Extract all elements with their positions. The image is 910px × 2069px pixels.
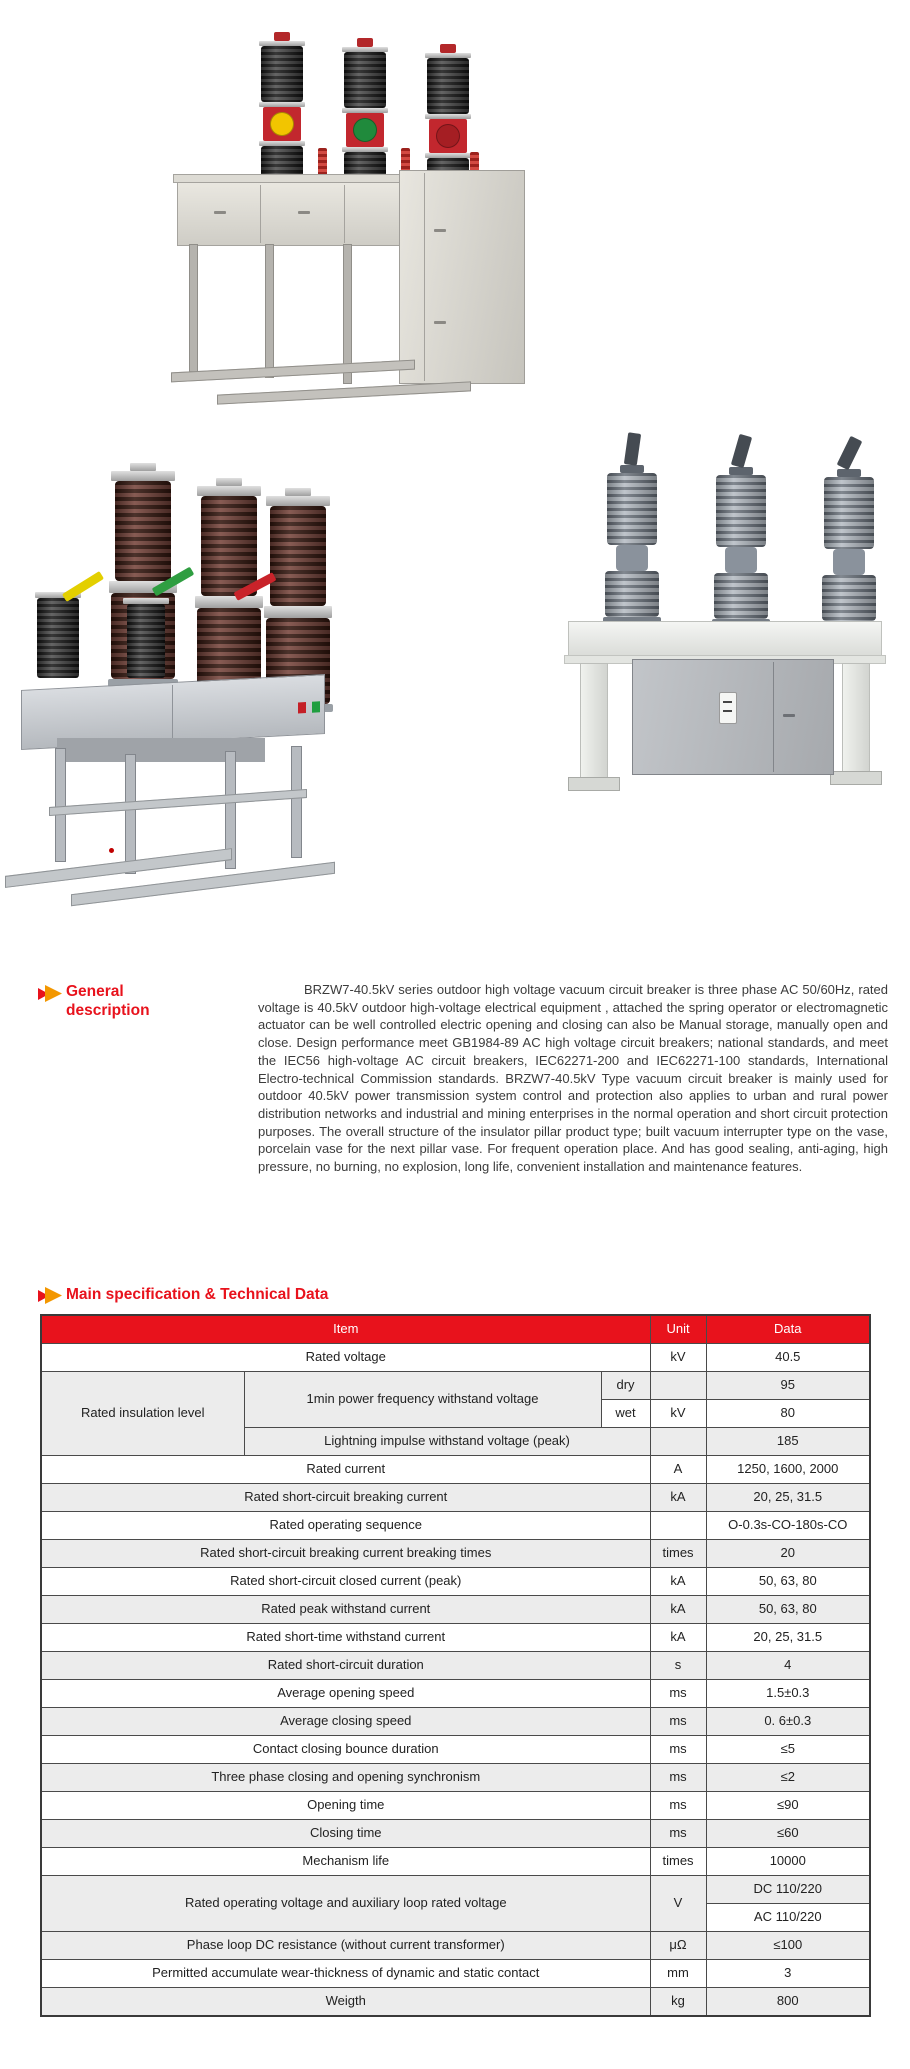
cell-item: Rated voltage: [41, 1344, 650, 1372]
control-cabinet-front: [177, 182, 427, 246]
cell-item: Rated short-circuit duration: [41, 1652, 650, 1680]
terminal-tab: [623, 432, 640, 465]
terminal-tab: [216, 478, 242, 486]
indicator-mark: [723, 701, 732, 703]
heading-line-2: description: [66, 1002, 150, 1019]
flange: [266, 496, 330, 506]
door-seam: [260, 185, 261, 243]
cell-unit: [650, 1512, 706, 1540]
flange: [195, 596, 263, 608]
terminal-tab: [730, 434, 751, 468]
insulator-pole: [820, 437, 878, 631]
door-handle: [783, 714, 795, 717]
cell-sub: dry: [601, 1372, 650, 1400]
table-row: [41, 1960, 870, 1988]
cell-item: Rated operating sequence: [41, 1512, 650, 1540]
fin-stack: [201, 496, 257, 596]
top-cap: [837, 469, 861, 477]
table-row: [41, 1764, 870, 1792]
table-row: [41, 1708, 870, 1736]
insulator-pole: [712, 435, 770, 629]
cell-value: ≤60: [706, 1820, 870, 1848]
cell-value: 50, 63, 80: [706, 1568, 870, 1596]
door-handle: [434, 321, 446, 324]
table-row: [41, 1484, 870, 1512]
red-marker-dot: [109, 848, 114, 853]
control-cabinet-side: [399, 170, 525, 384]
cell-unit: times: [650, 1848, 706, 1876]
cell-value: ≤5: [706, 1736, 870, 1764]
base-plate: [568, 777, 620, 791]
fin-stack: [37, 598, 79, 678]
fin-stack: [714, 573, 768, 619]
product-photo-right: [480, 425, 908, 825]
cell-unit: kA: [650, 1596, 706, 1624]
smooth-section: [616, 545, 648, 571]
section-arrow-icon: [38, 985, 66, 1002]
base-plate: [830, 771, 882, 785]
phase-disc-yellow: [270, 112, 294, 136]
cell-unit: ms: [650, 1680, 706, 1708]
cell-unit: mm: [650, 1960, 706, 1988]
cell-item: Average opening speed: [41, 1680, 650, 1708]
cell-value: O-0.3s-CO-180s-CO: [706, 1512, 870, 1540]
cell-value: 20, 25, 31.5: [706, 1484, 870, 1512]
table-row: [41, 1568, 870, 1596]
cell-value: 10000: [706, 1848, 870, 1876]
insulator-pole: [342, 38, 388, 190]
terminal-cap: [357, 38, 373, 47]
cell-unit: times: [650, 1540, 706, 1568]
general-description-heading: [66, 982, 150, 1020]
fin-stack: [607, 473, 657, 545]
cell-item: Closing time: [41, 1820, 650, 1848]
table-row: [41, 1540, 870, 1568]
mounting-beam: [568, 621, 882, 657]
table-row: [41, 1736, 870, 1764]
cell-item: Phase loop DC resistance (without current transformer): [41, 1932, 650, 1960]
cell-unit: ms: [650, 1736, 706, 1764]
cell-item: Opening time: [41, 1792, 650, 1820]
terminal-tab: [130, 463, 156, 471]
cell-unit: [650, 1372, 706, 1400]
cell-value: 20: [706, 1540, 870, 1568]
control-cabinet: [632, 659, 834, 775]
cell-sub: wet: [601, 1400, 650, 1428]
cell-item: Weigth: [41, 1988, 650, 2017]
interrupter-box: [429, 119, 467, 153]
cell-value: ≤2: [706, 1764, 870, 1792]
flange: [197, 486, 261, 496]
frame-leg: [291, 746, 302, 858]
cell-value: 1.5±0.3: [706, 1680, 870, 1708]
cell-item: Contact closing bounce duration: [41, 1736, 650, 1764]
cell-unit: kV: [650, 1400, 706, 1428]
indicator-mark: [723, 710, 732, 712]
interrupter-box: [346, 113, 384, 147]
cell-value: 20, 25, 31.5: [706, 1624, 870, 1652]
cell-unit: [650, 1428, 706, 1456]
table-row: [41, 1680, 870, 1708]
col-header-unit: Unit: [650, 1315, 706, 1344]
cell-item: Rated short-circuit closed current (peak): [41, 1568, 650, 1596]
door-handle: [434, 229, 446, 232]
cell-item: Permitted accumulate wear-thickness of dynamic and static contact: [41, 1960, 650, 1988]
insulator-pole: [259, 32, 305, 184]
table-row: [41, 1512, 870, 1540]
fin-stack: [824, 477, 874, 549]
table-row: [41, 1344, 870, 1372]
smooth-section: [833, 549, 865, 575]
cell-unit: ms: [650, 1708, 706, 1736]
support-leg: [842, 663, 870, 775]
cell-unit: kg: [650, 1988, 706, 2017]
cell-unit: μΩ: [650, 1932, 706, 1960]
table-row: [41, 1820, 870, 1848]
cell-item: Rated short-circuit breaking current: [41, 1484, 650, 1512]
cell-item: Three phase closing and opening synchronism: [41, 1764, 650, 1792]
section-arrow-icon: [38, 1287, 66, 1304]
table-row: [41, 1624, 870, 1652]
table-row: [41, 1792, 870, 1820]
terminal-tab: [285, 488, 311, 496]
phase-disc-green: [353, 118, 377, 142]
cell-item: Lightning impulse withstand voltage (peak): [244, 1428, 650, 1456]
jumper-bar-yellow: [62, 571, 104, 602]
cell-unit: V: [650, 1876, 706, 1932]
cell-unit: ms: [650, 1820, 706, 1848]
status-window: [719, 692, 737, 724]
support-leg: [580, 663, 608, 781]
cell-unit: s: [650, 1652, 706, 1680]
insulator-pole: [603, 433, 661, 627]
door-seam: [773, 662, 774, 772]
table-row: [41, 1372, 870, 1400]
cell-value: 800: [706, 1988, 870, 2017]
fin-stack: [261, 46, 303, 102]
spec-heading: Main specification & Technical Data: [66, 1286, 329, 1303]
fin-stack: [344, 52, 386, 108]
spec-table: [40, 1314, 871, 2017]
general-description-paragraph: BRZW7-40.5kV series outdoor high voltage vacuum circuit breaker is three phase AC 50/60Hz, rated voltage is 40.5kV outdoor high-voltage electrical equipment , attached the spring operator or electromagnetic actuator can be well controlled electric opening and closing can also be Manual storage, manually open and close. Design performance meet GB1984-89 AC high voltage circuit breakers; national standards, and meet the IEC56 high-voltage AC circuit breakers, IEC62271-200 and IEC62271-100 standards, International Electro-technical Commission standards. BRZW7-40.5kV Type vacuum circuit breaker is mainly used for outdoor 40.5kV power transmission system control and protection also applies to urban and rural power distribution networks and industrial and mining enterprises in the normal operation and short circuit protection purposes. The overall structure of the insulator pillar product type; built vacuum interrupter type on the vase, porcelain vase for the next pillar vase. For frequent operation place. And has good sealing, anti-aging, high pressure, no burning, no explosion, long life, convenient installation and maintenance features.: [258, 982, 888, 1175]
cell-value: DC 110/220: [706, 1876, 870, 1904]
fin-stack: [822, 575, 876, 621]
cell-value: 50, 63, 80: [706, 1596, 870, 1624]
cell-group: Rated insulation level: [41, 1372, 244, 1456]
table-row: [41, 1456, 870, 1484]
cell-unit: kA: [650, 1568, 706, 1596]
cell-value: 80: [706, 1400, 870, 1428]
cell-item: 1min power frequency withstand voltage: [244, 1372, 601, 1428]
frame-rail: [49, 789, 307, 816]
fin-stack: [427, 58, 469, 114]
table-row: [41, 1848, 870, 1876]
top-cap: [620, 465, 644, 473]
frame-leg: [125, 754, 136, 874]
door-handle: [214, 211, 226, 214]
fin-stack: [115, 481, 171, 581]
cell-item: Rated operating voltage and auxiliary loop rated voltage: [41, 1876, 650, 1932]
cell-unit: ms: [650, 1792, 706, 1820]
terminal-cap: [440, 44, 456, 53]
terminal-tab: [836, 436, 862, 470]
product-photo-left: [5, 330, 340, 888]
cell-value: AC 110/220: [706, 1904, 870, 1932]
cell-item: Rated current: [41, 1456, 650, 1484]
cell-item: Rated short-circuit breaking current breaking times: [41, 1540, 650, 1568]
current-transformer-column: [35, 592, 81, 678]
col-header-data: Data: [706, 1315, 870, 1344]
cell-value: 1250, 1600, 2000: [706, 1456, 870, 1484]
cell-value: 4: [706, 1652, 870, 1680]
open-indicator: [312, 701, 320, 712]
cell-value: 40.5: [706, 1344, 870, 1372]
arrow-orange-icon: [45, 1287, 62, 1304]
cell-item: Rated short-time withstand current: [41, 1624, 650, 1652]
phase-disc-red: [436, 124, 460, 148]
cell-item: Mechanism life: [41, 1848, 650, 1876]
current-transformer-column: [123, 598, 169, 678]
cell-unit: A: [650, 1456, 706, 1484]
cell-unit: kA: [650, 1484, 706, 1512]
table-row: [41, 1932, 870, 1960]
cell-item: Rated peak withstand current: [41, 1596, 650, 1624]
cell-unit: kA: [650, 1624, 706, 1652]
table-row: [41, 1988, 870, 2017]
fin-stack: [605, 571, 659, 617]
fin-stack: [127, 604, 165, 678]
fin-stack: [270, 506, 326, 606]
door-seam: [344, 185, 345, 243]
door-seam: [424, 173, 425, 381]
cell-value: ≤90: [706, 1792, 870, 1820]
cell-value: ≤100: [706, 1932, 870, 1960]
arrow-orange-icon: [45, 985, 62, 1002]
smooth-section: [725, 547, 757, 573]
table-row: [41, 1652, 870, 1680]
col-header-item: Item: [41, 1315, 650, 1344]
flange: [111, 471, 175, 481]
table-row: [41, 1596, 870, 1624]
cell-unit: kV: [650, 1344, 706, 1372]
cell-value: 3: [706, 1960, 870, 1988]
terminal-cap: [274, 32, 290, 41]
interrupter-box: [263, 107, 301, 141]
cell-value: 0. 6±0.3: [706, 1708, 870, 1736]
fin-stack: [716, 475, 766, 547]
cell-value: 95: [706, 1372, 870, 1400]
heading-line-1: General: [66, 983, 124, 1000]
table-header-row: [41, 1315, 870, 1344]
panel-seam: [172, 685, 173, 739]
close-indicator: [298, 702, 306, 713]
cell-value: 185: [706, 1428, 870, 1456]
door-handle: [298, 211, 310, 214]
table-row: [41, 1876, 870, 1904]
cell-unit: ms: [650, 1764, 706, 1792]
top-cap: [729, 467, 753, 475]
flange: [264, 606, 332, 618]
cell-item: Average closing speed: [41, 1708, 650, 1736]
